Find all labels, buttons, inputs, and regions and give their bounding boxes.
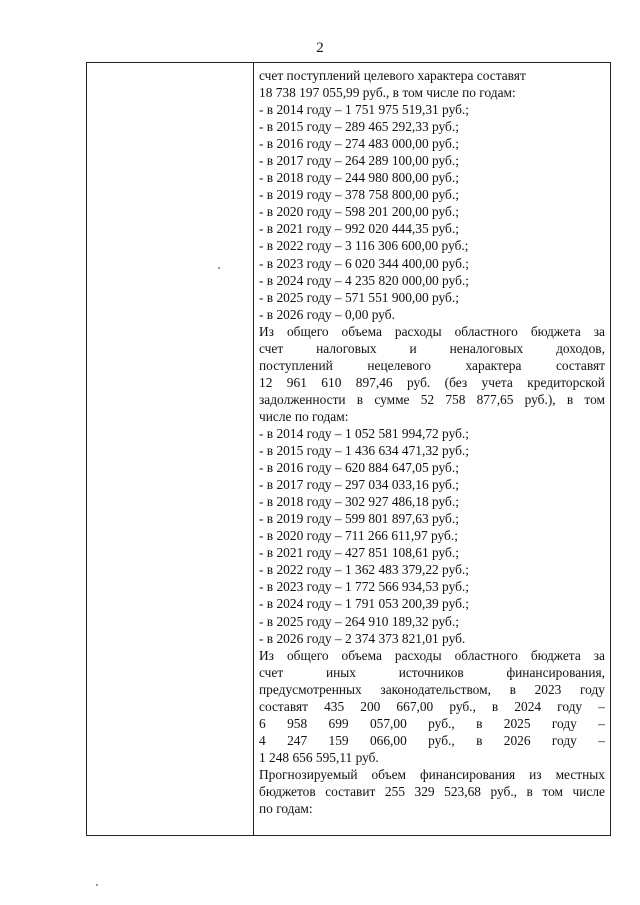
local-budget-paragraph-line: по годам: xyxy=(259,801,313,817)
word: за xyxy=(593,323,605,339)
word: 2025 xyxy=(503,715,531,731)
tax-year-item: - в 2015 году – 1 436 634 471,32 руб.; xyxy=(259,443,469,459)
word: 12 xyxy=(259,374,273,390)
tax-paragraph-line: числе по годам: xyxy=(259,408,349,424)
local-budget-paragraph-line xyxy=(259,783,605,800)
word: руб.), xyxy=(524,391,556,407)
targeted-year-item: - в 2022 году – 3 116 306 600,00 руб.; xyxy=(259,238,469,254)
targeted-year-item: - в 2015 году – 289 465 292,33 руб.; xyxy=(259,119,459,135)
word: Прогнозируемый xyxy=(259,766,358,782)
word: (без xyxy=(444,374,468,390)
word: 247 xyxy=(287,732,308,748)
tax-year-item: - в 2021 году – 427 851 108,61 руб.; xyxy=(259,545,459,561)
word: 6 xyxy=(259,715,266,731)
word: 52 xyxy=(420,391,435,407)
word: в xyxy=(476,715,483,731)
tax-paragraph-line xyxy=(259,340,605,357)
scan-speck xyxy=(96,884,98,886)
targeted-year-item: - в 2026 году – 0,00 руб. xyxy=(259,306,395,322)
word: 435 xyxy=(324,698,345,714)
word: – xyxy=(598,732,605,748)
word: кредиторской xyxy=(527,374,605,390)
document-table xyxy=(86,62,611,836)
tax-year-item: - в 2019 году – 599 801 897,63 руб.; xyxy=(259,511,459,527)
word: объема xyxy=(341,323,382,339)
word: доходов, xyxy=(556,340,605,356)
word: бюджета xyxy=(530,323,581,339)
word: финансирования xyxy=(419,766,516,782)
intro-line: 18 738 197 055,99 руб., в том числе по годам: xyxy=(259,85,516,101)
other-sources-paragraph-line xyxy=(259,664,605,681)
word: 2023 xyxy=(534,681,562,697)
word: областного xyxy=(454,323,518,339)
word: том xyxy=(584,391,605,407)
table-left-cell xyxy=(87,63,254,835)
table-right-cell xyxy=(259,67,605,817)
tax-year-item: - в 2026 году – 2 374 373 821,01 руб. xyxy=(259,630,466,646)
word: Из xyxy=(259,323,274,339)
tax-year-item: - в 2020 году – 711 266 611,97 руб.; xyxy=(259,528,458,544)
word: предусмотренных xyxy=(259,681,362,697)
tax-year-item: - в 2025 году – 264 910 189,32 руб.; xyxy=(259,613,459,629)
word: счет xyxy=(259,340,284,356)
tax-year-item: - в 2014 году – 1 052 581 994,72 руб.; xyxy=(259,425,469,441)
other-sources-paragraph-line xyxy=(259,681,605,698)
word: расходы xyxy=(394,323,442,339)
targeted-year-item: - в 2018 году – 244 980 800,00 руб.; xyxy=(259,170,459,186)
word: общего xyxy=(286,647,329,663)
word: иных xyxy=(325,664,356,680)
word: в xyxy=(356,391,364,407)
word: 610 xyxy=(321,374,342,390)
word: составят xyxy=(259,698,309,714)
word: 057,00 xyxy=(369,715,407,731)
word: 2024 xyxy=(514,698,542,714)
word: характера xyxy=(465,357,522,373)
tax-year-item: - в 2016 году – 620 884 647,05 руб.; xyxy=(259,460,459,476)
word: нецелевого xyxy=(367,357,431,373)
word: 255 xyxy=(384,783,406,799)
targeted-year-item: - в 2023 году – 6 020 344 400,00 руб.; xyxy=(259,255,469,271)
word: и xyxy=(409,340,417,356)
word: местных xyxy=(555,766,605,782)
word: году xyxy=(580,681,605,697)
word: 066,00 xyxy=(369,732,407,748)
word: руб. xyxy=(407,374,431,390)
word: объем xyxy=(371,766,406,782)
word: руб., xyxy=(490,783,518,799)
word: руб., xyxy=(449,698,476,714)
page-number: 2 xyxy=(316,40,324,56)
tax-paragraph-line xyxy=(259,374,605,391)
word: 958 xyxy=(287,715,308,731)
word: источников xyxy=(398,664,464,680)
word: в xyxy=(509,681,516,697)
word: 897,46 xyxy=(355,374,393,390)
word: числе xyxy=(572,783,605,799)
targeted-year-item: - в 2016 году – 274 483 000,00 руб.; xyxy=(259,136,459,152)
word: за xyxy=(593,647,605,663)
word: 667,00 xyxy=(396,698,434,714)
word: 200 xyxy=(360,698,381,714)
tax-year-item: - в 2024 году – 1 791 053 200,39 руб.; xyxy=(259,596,469,612)
tax-year-item: - в 2022 году – 1 362 483 379,22 руб.; xyxy=(259,562,469,578)
scan-speck xyxy=(218,267,220,269)
word: 877,65 xyxy=(476,391,514,407)
word: учета xyxy=(481,374,513,390)
targeted-year-item: - в 2020 году – 598 201 200,00 руб.; xyxy=(259,204,459,220)
word: объема xyxy=(341,647,382,663)
word: руб., xyxy=(428,732,455,748)
targeted-year-item: - в 2019 году – 378 758 800,00 руб.; xyxy=(259,187,459,203)
word: счет xyxy=(259,664,284,680)
word: общего xyxy=(286,323,329,339)
word: руб., xyxy=(428,715,455,731)
word: финансирования, xyxy=(506,664,605,680)
targeted-year-item: - в 2021 году – 992 020 444,35 руб.; xyxy=(259,221,459,237)
other-sources-paragraph-line xyxy=(259,698,605,715)
word: сумме xyxy=(374,391,410,407)
word: – xyxy=(598,715,605,731)
word: 961 xyxy=(286,374,307,390)
tax-year-item: - в 2023 году – 1 772 566 934,53 руб.; xyxy=(259,579,469,595)
word: 4 xyxy=(259,732,266,748)
targeted-year-item: - в 2017 году – 264 289 100,00 руб.; xyxy=(259,153,459,169)
word: 523,68 xyxy=(444,783,481,799)
word: законодательством, xyxy=(380,681,491,697)
word: 699 xyxy=(328,715,349,731)
tax-year-item: - в 2018 году – 302 927 486,18 руб.; xyxy=(259,494,459,510)
word: поступлений xyxy=(259,357,333,373)
word: 2026 xyxy=(503,732,531,748)
word: 329 xyxy=(414,783,435,799)
targeted-year-item: - в 2024 году – 4 235 820 000,00 руб.; xyxy=(259,272,469,288)
word: задолженности xyxy=(259,391,346,407)
word: в xyxy=(476,732,483,748)
other-sources-paragraph-line xyxy=(259,732,605,749)
other-sources-paragraph-line: 1 248 656 595,11 руб. xyxy=(259,749,379,765)
word: в xyxy=(526,783,533,799)
tax-paragraph-line xyxy=(259,391,605,408)
word: году xyxy=(551,732,577,748)
local-budget-paragraph-line xyxy=(259,766,605,783)
word: расходы xyxy=(394,647,442,663)
word: году xyxy=(557,698,583,714)
word: составит xyxy=(325,783,376,799)
tax-paragraph-line xyxy=(259,323,605,340)
word: неналоговых xyxy=(449,340,524,356)
other-sources-paragraph-line xyxy=(259,715,605,732)
tax-year-item: - в 2017 году – 297 034 033,16 руб.; xyxy=(259,477,459,493)
other-sources-paragraph-line xyxy=(259,647,605,664)
word: 159 xyxy=(328,732,349,748)
tax-paragraph-line xyxy=(259,357,605,374)
word: налоговых xyxy=(316,340,377,356)
word: – xyxy=(598,698,605,714)
targeted-year-item: - в 2014 году – 1 751 975 519,31 руб.; xyxy=(259,102,469,118)
word: в xyxy=(491,698,499,714)
targeted-year-item: - в 2025 году – 571 551 900,00 руб.; xyxy=(259,289,459,305)
word: составят xyxy=(555,357,605,373)
word: областного xyxy=(454,647,518,663)
word: Из xyxy=(259,647,274,663)
word: из xyxy=(529,766,542,782)
word: 758 xyxy=(445,391,466,407)
word: том xyxy=(542,783,563,799)
word: году xyxy=(551,715,577,731)
word: бюджета xyxy=(530,647,581,663)
intro-line: счет поступлений целевого характера составят xyxy=(259,68,526,83)
word: в xyxy=(566,391,574,407)
word: бюджетов xyxy=(259,783,316,799)
